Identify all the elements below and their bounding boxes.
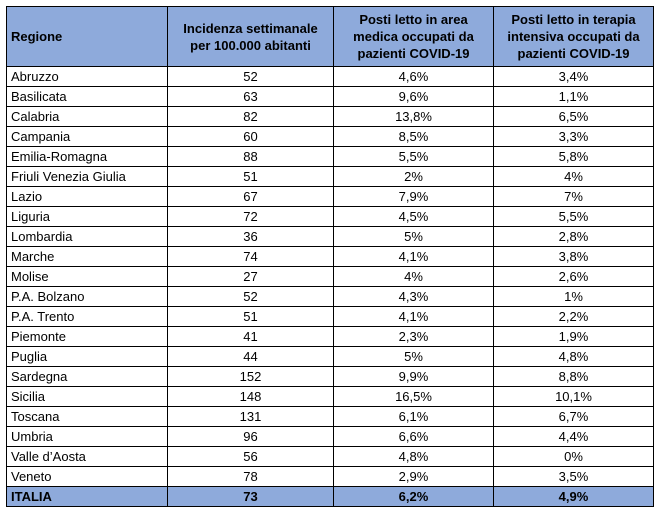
header-terapia-intensiva: Posti letto in terapia intensiva occupati da pazienti COVID-19 [494,7,654,67]
table-row [7,467,654,487]
cell-regione: Molise [7,267,168,287]
cell-incidenza: 72 [168,207,334,227]
cell-area-medica: 4,1% [334,247,494,267]
cell-incidenza: 78 [168,467,334,487]
cell-terapia-intensiva: 7% [494,187,654,207]
cell-area-medica: 5% [334,347,494,367]
cell-terapia-intensiva: 1,9% [494,327,654,347]
cell-regione: Liguria [7,207,168,227]
table-row [7,407,654,427]
header-area-medica: Posti letto in area medica occupati da pazienti COVID-19 [334,7,494,67]
header-row [7,7,654,67]
cell-terapia-intensiva: 2,2% [494,307,654,327]
cell-regione: Marche [7,247,168,267]
cell-terapia-intensiva: 3,8% [494,247,654,267]
table-row [7,387,654,407]
cell-regione: Sicilia [7,387,168,407]
total-cell-incidenza: 73 [168,487,334,507]
table-row [7,267,654,287]
cell-regione: Campania [7,127,168,147]
cell-regione: Veneto [7,467,168,487]
cell-area-medica: 2,3% [334,327,494,347]
cell-area-medica: 5% [334,227,494,247]
cell-regione: Friuli Venezia Giulia [7,167,168,187]
cell-incidenza: 56 [168,447,334,467]
cell-area-medica: 6,1% [334,407,494,427]
cell-regione: Emilia-Romagna [7,147,168,167]
cell-incidenza: 67 [168,187,334,207]
cell-area-medica: 4,6% [334,67,494,87]
cell-regione: Abruzzo [7,67,168,87]
total-row [7,487,654,507]
table-container [6,6,654,507]
cell-terapia-intensiva: 6,5% [494,107,654,127]
cell-area-medica: 5,5% [334,147,494,167]
cell-regione: P.A. Trento [7,307,168,327]
cell-area-medica: 4,1% [334,307,494,327]
cell-regione: Toscana [7,407,168,427]
cell-terapia-intensiva: 5,8% [494,147,654,167]
cell-terapia-intensiva: 5,5% [494,207,654,227]
cell-terapia-intensiva: 10,1% [494,387,654,407]
table-row [7,147,654,167]
table-row [7,287,654,307]
cell-incidenza: 82 [168,107,334,127]
header-regione: Regione [7,7,168,67]
cell-area-medica: 8,5% [334,127,494,147]
cell-incidenza: 131 [168,407,334,427]
cell-incidenza: 88 [168,147,334,167]
cell-regione: Lazio [7,187,168,207]
cell-area-medica: 9,9% [334,367,494,387]
cell-incidenza: 63 [168,87,334,107]
cell-area-medica: 6,6% [334,427,494,447]
cell-area-medica: 2,9% [334,467,494,487]
cell-terapia-intensiva: 1,1% [494,87,654,107]
cell-terapia-intensiva: 4,4% [494,427,654,447]
cell-terapia-intensiva: 2,8% [494,227,654,247]
table-row [7,107,654,127]
table-row [7,327,654,347]
table-row [7,187,654,207]
cell-area-medica: 16,5% [334,387,494,407]
cell-regione: P.A. Bolzano [7,287,168,307]
table-row [7,87,654,107]
cell-regione: Calabria [7,107,168,127]
cell-incidenza: 44 [168,347,334,367]
cell-area-medica: 4,3% [334,287,494,307]
cell-area-medica: 13,8% [334,107,494,127]
cell-terapia-intensiva: 8,8% [494,367,654,387]
cell-area-medica: 4% [334,267,494,287]
cell-terapia-intensiva: 1% [494,287,654,307]
table-row [7,127,654,147]
total-cell-terapia-intensiva: 4,9% [494,487,654,507]
cell-incidenza: 36 [168,227,334,247]
table-body [7,67,654,507]
table-row [7,447,654,467]
table-row [7,167,654,187]
table-row [7,227,654,247]
total-cell-regione: ITALIA [7,487,168,507]
table-row [7,67,654,87]
cell-incidenza: 52 [168,67,334,87]
cell-terapia-intensiva: 6,7% [494,407,654,427]
cell-terapia-intensiva: 4,8% [494,347,654,367]
table-row [7,347,654,367]
cell-terapia-intensiva: 2,6% [494,267,654,287]
cell-terapia-intensiva: 0% [494,447,654,467]
table-row [7,247,654,267]
cell-incidenza: 51 [168,307,334,327]
table-row [7,207,654,227]
table-row [7,427,654,447]
cell-incidenza: 96 [168,427,334,447]
cell-regione: Basilicata [7,87,168,107]
cell-incidenza: 41 [168,327,334,347]
cell-regione: Piemonte [7,327,168,347]
header-incidenza: Incidenza settimanale per 100.000 abitanti [168,7,334,67]
cell-regione: Umbria [7,427,168,447]
cell-area-medica: 4,5% [334,207,494,227]
cell-terapia-intensiva: 4% [494,167,654,187]
cell-terapia-intensiva: 3,4% [494,67,654,87]
cell-area-medica: 4,8% [334,447,494,467]
cell-incidenza: 51 [168,167,334,187]
cell-area-medica: 7,9% [334,187,494,207]
cell-terapia-intensiva: 3,5% [494,467,654,487]
cell-terapia-intensiva: 3,3% [494,127,654,147]
cell-area-medica: 2% [334,167,494,187]
table-header [7,7,654,67]
cell-incidenza: 152 [168,367,334,387]
cell-incidenza: 52 [168,287,334,307]
cell-area-medica: 9,6% [334,87,494,107]
cell-regione: Puglia [7,347,168,367]
table-row [7,367,654,387]
cell-regione: Lombardia [7,227,168,247]
cell-regione: Valle d’Aosta [7,447,168,467]
cell-incidenza: 27 [168,267,334,287]
cell-incidenza: 148 [168,387,334,407]
covid-regional-table [6,6,654,507]
cell-incidenza: 60 [168,127,334,147]
cell-regione: Sardegna [7,367,168,387]
total-cell-area-medica: 6,2% [334,487,494,507]
cell-incidenza: 74 [168,247,334,267]
table-row [7,307,654,327]
